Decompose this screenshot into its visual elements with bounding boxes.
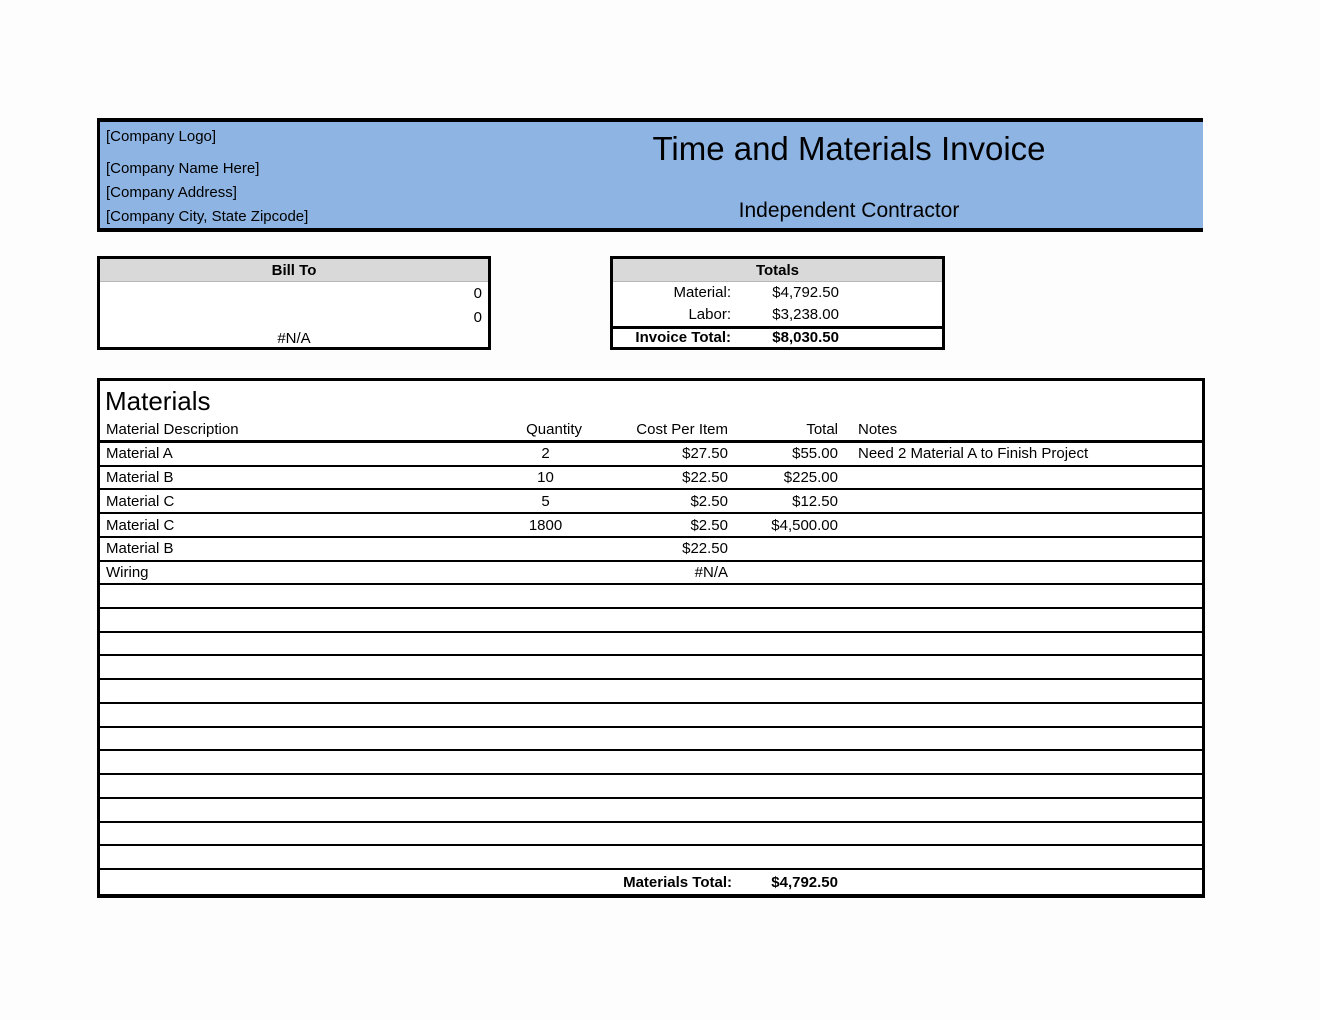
table-row xyxy=(100,585,1202,609)
company-logo-placeholder: [Company Logo] xyxy=(106,128,217,145)
column-header-quantity: Quantity xyxy=(526,421,582,438)
materials-total-value: $4,792.50 xyxy=(771,873,838,891)
cell-cost-per-item: #N/A xyxy=(694,563,728,581)
bill-to-value-2: 0 xyxy=(473,309,482,326)
cell-cost-per-item: $22.50 xyxy=(682,540,728,558)
table-row xyxy=(100,490,1202,514)
invoice-total-row xyxy=(613,326,942,345)
company-address-placeholder: [Company Address] xyxy=(106,184,237,201)
table-row xyxy=(100,562,1202,586)
column-header-notes: Notes xyxy=(858,421,898,438)
table-row xyxy=(100,823,1202,847)
totals-box xyxy=(610,256,945,350)
cell-description: Wiring xyxy=(106,563,149,581)
materials-header-row xyxy=(100,419,1202,443)
materials-total-row xyxy=(100,870,1202,894)
table-row xyxy=(100,728,1202,752)
table-row xyxy=(100,846,1202,870)
table-row xyxy=(100,656,1202,680)
table-row xyxy=(100,799,1202,823)
table-row xyxy=(100,704,1202,728)
company-name-placeholder: [Company Name Here] xyxy=(106,160,260,177)
table-row xyxy=(100,443,1202,467)
bill-to-value-3: #N/A xyxy=(277,330,311,347)
table-row xyxy=(100,775,1202,799)
table-row xyxy=(100,538,1202,562)
cell-description: Material C xyxy=(106,516,175,534)
cell-total: $225.00 xyxy=(783,469,838,487)
materials-rows xyxy=(100,443,1202,870)
cell-cost-per-item: $22.50 xyxy=(682,469,728,487)
column-header-cost-per-item: Cost Per Item xyxy=(636,421,728,438)
labor-total-value: $3,238.00 xyxy=(772,306,839,323)
material-total-label: Material: xyxy=(673,284,731,301)
table-row xyxy=(100,680,1202,704)
cell-total: $12.50 xyxy=(792,492,838,510)
cell-cost-per-item: $2.50 xyxy=(690,516,728,534)
table-row xyxy=(100,467,1202,491)
cell-quantity: 5 xyxy=(541,492,550,510)
cell-quantity: 1800 xyxy=(528,516,563,534)
bill-to-value-1: 0 xyxy=(473,285,482,302)
material-total-value: $4,792.50 xyxy=(772,284,839,301)
totals-header: Totals xyxy=(613,259,942,282)
cell-cost-per-item: $27.50 xyxy=(682,445,728,463)
table-row xyxy=(100,751,1202,775)
invoice-total-label: Invoice Total: xyxy=(635,329,731,346)
cell-cost-per-item: $2.50 xyxy=(690,492,728,510)
table-row xyxy=(100,514,1202,538)
table-row xyxy=(100,609,1202,633)
totals-labor-row xyxy=(613,304,942,326)
column-header-description: Material Description xyxy=(106,421,239,438)
materials-section-title: Materials xyxy=(105,386,211,416)
materials-table xyxy=(97,378,1205,898)
invoice-banner xyxy=(97,118,1203,232)
bill-to-header: Bill To xyxy=(100,259,488,282)
totals-material-row xyxy=(613,282,942,304)
table-row xyxy=(100,633,1202,657)
cell-description: Material B xyxy=(106,540,174,558)
cell-description: Material A xyxy=(106,445,173,463)
invoice-subtitle: Independent Contractor xyxy=(738,199,960,222)
bill-to-box xyxy=(97,256,491,350)
materials-total-label: Materials Total: xyxy=(623,873,732,891)
company-city-placeholder: [Company City, State Zipcode] xyxy=(106,208,309,225)
cell-total: $55.00 xyxy=(792,445,838,463)
cell-quantity: 2 xyxy=(541,445,550,463)
cell-description: Material B xyxy=(106,469,174,487)
column-header-total: Total xyxy=(806,421,838,438)
invoice-title: Time and Materials Invoice xyxy=(652,130,1046,167)
cell-description: Material C xyxy=(106,492,175,510)
labor-total-label: Labor: xyxy=(688,306,731,323)
invoice-total-value: $8,030.50 xyxy=(772,329,839,346)
cell-total: $4,500.00 xyxy=(771,516,838,534)
cell-notes: Need 2 Material A to Finish Project xyxy=(858,445,1089,463)
cell-quantity: 10 xyxy=(537,469,554,487)
